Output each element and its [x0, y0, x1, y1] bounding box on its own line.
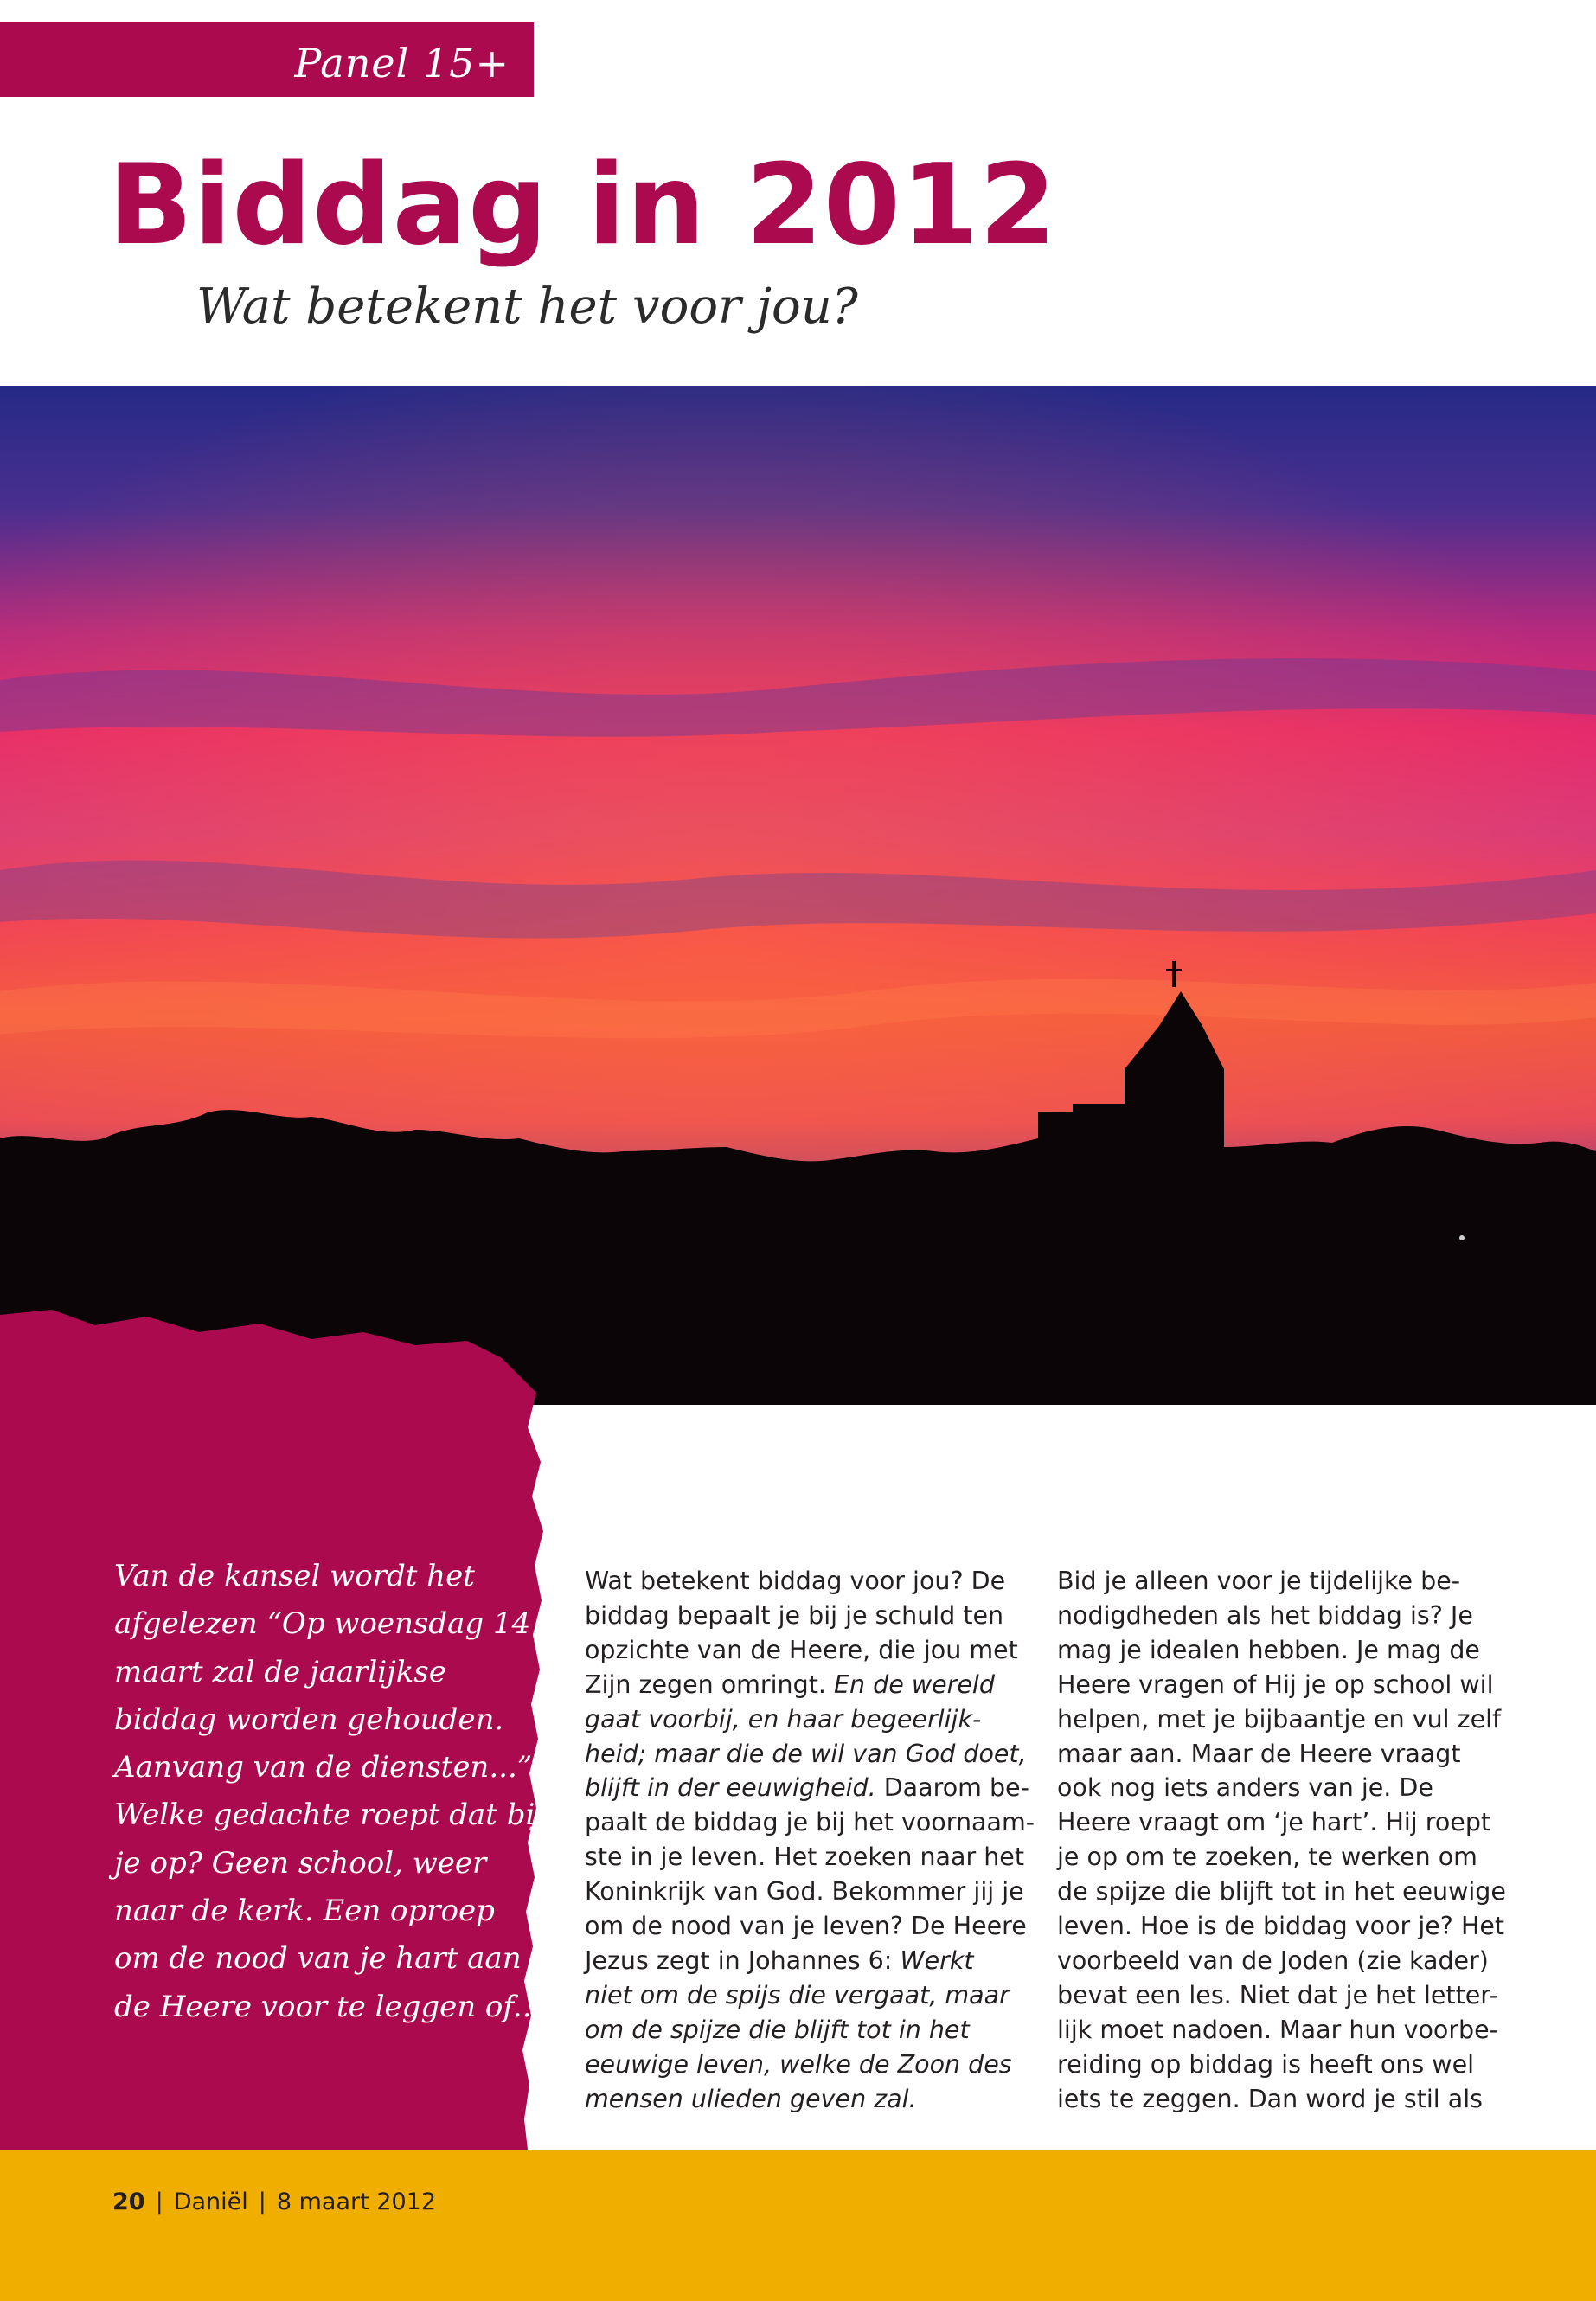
column1-line [585, 1805, 1035, 1840]
column1-line [585, 2048, 1035, 2082]
column1-line [585, 1633, 1035, 1668]
column1-italic-text: Werkt [900, 1945, 974, 1975]
article-column-1 [585, 1564, 1035, 2117]
section-tab [0, 22, 534, 97]
column1-italic-text: gaat voorbij, en haar begeerlijk- [585, 1704, 982, 1734]
section-tab-label: Panel 15+ [294, 40, 510, 87]
column2-line: Heere vraagt om ‘je hart’. Hij roept [1057, 1808, 1491, 1837]
column1-italic-text: En de wereld [834, 1670, 995, 1699]
column1-line [585, 1599, 1035, 1633]
column1-line [585, 2082, 1035, 2117]
column1-text: om de nood van je leven? De Heere [585, 1912, 1027, 1941]
column1-italic-text: niet om de spijs die vergaat, maar [585, 1980, 1010, 2009]
column1-line [585, 1840, 1035, 1875]
column1-text: Daarom be- [875, 1773, 1029, 1803]
column1-line [585, 1909, 1035, 1944]
footer-bar [0, 2150, 1596, 2301]
column1-text: Zijn zegen omringt. [585, 1670, 835, 1699]
column1-text: opzichte van de Heere, die jou met [585, 1635, 1018, 1664]
column2-line: Heere vragen of Hij je op school wil [1057, 1670, 1494, 1699]
column2-line: helpen, met je bijbaantje en vul zelf [1057, 1704, 1502, 1734]
publication-name: Daniël [173, 2189, 248, 2215]
column1-italic-text: eeuwige leven, welke de Zoon des [585, 2049, 1012, 2079]
column1-line [585, 1944, 1035, 1978]
article-column-2 [1057, 1564, 1507, 2117]
intro-text: Van de kansel wordt het afgelezen “Op woensdag 14 maart zal de jaarlijkse biddag worden gehouden. Aanvang van de diensten...” Welke gedachte roept dat bij je op? Geen school, weer naar de kerk. Een oproep om de nood van je hart aan de Heere voor te leggen of... [114, 1559, 544, 2024]
column1-line [585, 1737, 1035, 1772]
column1-text: Jezus zegt in Johannes 6: [585, 1945, 901, 1975]
column1-italic-text: om de spijze die blijft tot in het [585, 2015, 970, 2044]
column2-line: lijk moet nadoen. Maar hun voorbe- [1057, 2015, 1498, 2044]
intro-panel [0, 1306, 571, 2150]
page-title: Biddag in 2012 [108, 141, 1058, 270]
footer-separator: | [155, 2189, 163, 2215]
column1-text: Koninkrijk van God. Bekommer jij je [585, 1877, 1024, 1907]
column1-italic-text: blijft in der eeuwigheid. [585, 1773, 876, 1803]
column1-text: ste in je leven. Het zoeken naar het [585, 1843, 1025, 1872]
column1-line [585, 1564, 1035, 1599]
sunset-church-photo [0, 386, 1596, 1405]
column1-line [585, 2013, 1035, 2048]
column2-line: je op om te zoeken, te werken om [1057, 1843, 1477, 1872]
column2-line: ook nog iets anders van je. De [1057, 1773, 1433, 1803]
page-subtitle: Wat betekent het voor jou? [196, 279, 858, 335]
column1-line [585, 1978, 1035, 2013]
column2-line: iets te zeggen. Dan word je stil als [1057, 2084, 1484, 2113]
column1-text: paalt de biddag je bij het voornaam- [585, 1808, 1035, 1837]
column2-line: de spijze die blijft tot in het eeuwige [1057, 1877, 1506, 1907]
page-footer [112, 2189, 436, 2215]
column1-line [585, 1771, 1035, 1805]
column1-text: Wat betekent biddag voor jou? De [585, 1567, 1006, 1595]
column1-text: biddag bepaalt je bij je schuld ten [585, 1600, 1004, 1630]
column2-line: mag je idealen hebben. Je mag de [1057, 1635, 1480, 1664]
column2-line: Bid je alleen voor je tijdelijke be- [1057, 1567, 1461, 1595]
column2-line: leven. Hoe is de biddag voor je? Het [1057, 1912, 1505, 1941]
column2-line: nodigdheden als het biddag is? Je [1057, 1600, 1473, 1630]
footer-separator: | [258, 2189, 266, 2215]
column1-italic-text: heid; maar die de wil van God doet, [585, 1739, 1027, 1768]
column1-italic-text: mensen ulieden geven zal. [585, 2084, 917, 2113]
column1-line [585, 1875, 1035, 1909]
publication-date: 8 maart 2012 [276, 2189, 436, 2215]
column1-line [585, 1668, 1035, 1702]
column2-line: maar aan. Maar de Heere vraagt [1057, 1739, 1461, 1768]
page-number: 20 [112, 2189, 145, 2215]
column2-line: bevat een les. Niet dat je het letter- [1057, 1980, 1498, 2009]
column1-line [585, 1702, 1035, 1737]
column2-line: reiding op biddag is heeft ons wel [1057, 2049, 1475, 2079]
column2-line: voorbeeld van de Joden (zie kader) [1057, 1945, 1489, 1975]
